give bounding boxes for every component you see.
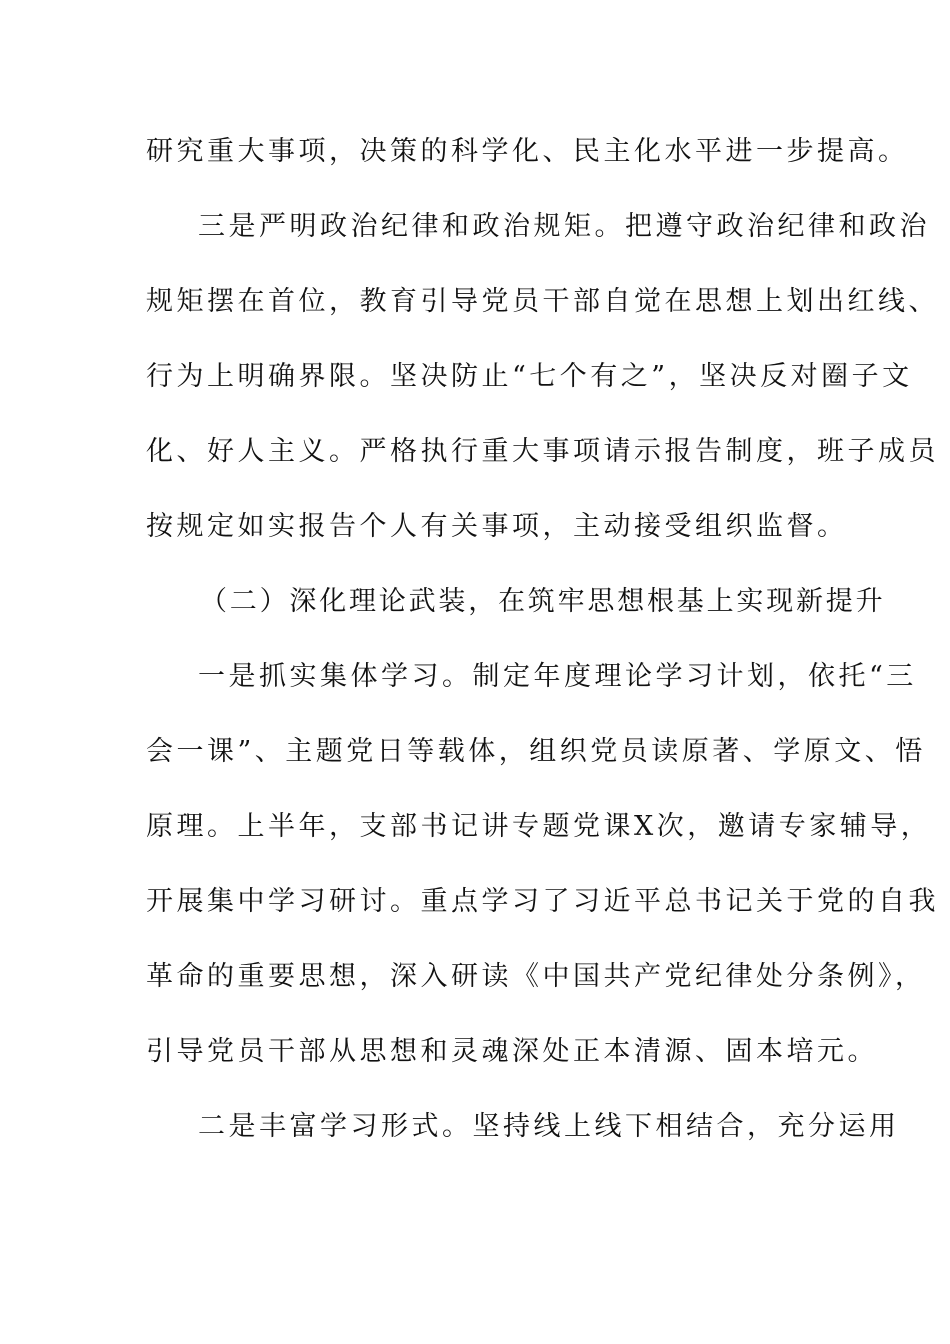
paragraph-line: 会一课”、主题党日等载体，组织党员读原著、学原文、悟 <box>146 736 926 767</box>
paragraph-line: 二是丰富学习形式。坚持线上线下相结合，充分运用 <box>198 1111 900 1142</box>
paragraph-line: 规矩摆在首位，教育引导党员干部自觉在思想上划出红线、 <box>146 286 939 317</box>
paragraph-line: 按规定如实报告个人有关事项，主动接受组织监督。 <box>146 511 848 542</box>
paragraph-line: 研究重大事项，决策的科学化、民主化水平进一步提高。 <box>146 136 909 167</box>
section-heading: （二）深化理论武装，在筑牢思想根基上实现新提升 <box>200 586 886 617</box>
paragraph-line: 三是严明政治纪律和政治规矩。把遵守政治纪律和政治 <box>198 211 930 242</box>
paragraph-line: 革命的重要思想，深入研读《中国共产党纪律处分条例》， <box>146 961 926 992</box>
paragraph-line: 化、好人主义。严格执行重大事项请示报告制度，班子成员 <box>146 436 939 467</box>
paragraph-line: 一是抓实集体学习。制定年度理论学习计划，依托“三 <box>198 661 917 692</box>
paragraph-line: 行为上明确界限。坚决防止“七个有之”，坚决反对圈子文 <box>146 361 913 392</box>
paragraph-line: 引导党员干部从思想和灵魂深处正本清源、固本培元。 <box>146 1036 878 1067</box>
paragraph-line: 开展集中学习研讨。重点学习了习近平总书记关于党的自我 <box>146 886 939 917</box>
paragraph-line: 原理。上半年，支部书记讲专题党课X次，邀请专家辅导， <box>146 811 932 842</box>
